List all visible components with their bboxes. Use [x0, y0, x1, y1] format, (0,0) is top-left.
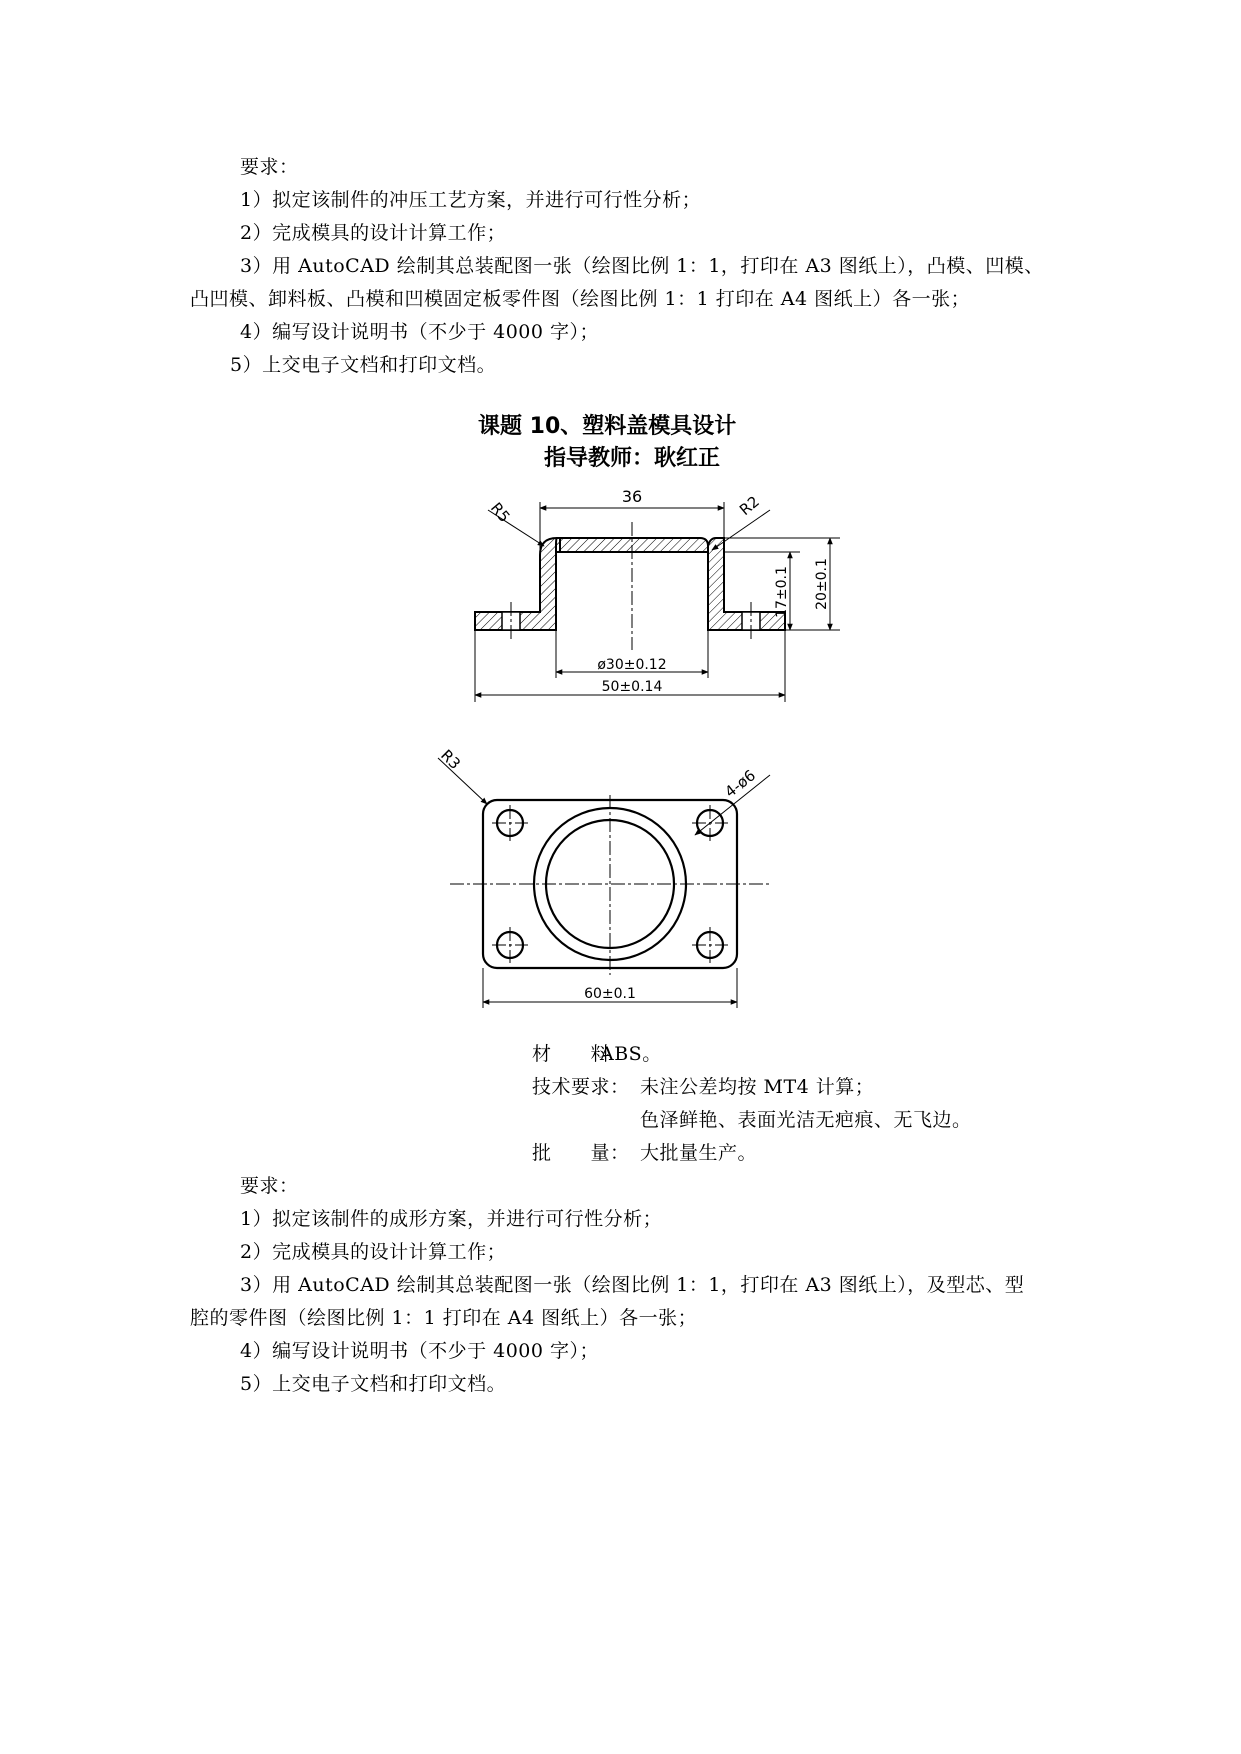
dim-diameter-30: ø30±0.12: [597, 657, 667, 673]
topic-title: 课题 10、塑料盖模具设计: [478, 414, 737, 439]
requirement-item-4: 4）编写设计说明书（不少于 4000 字）；: [240, 321, 600, 343]
top-view-drawing: [430, 740, 810, 1020]
requirement2-item-1: 1）拟定该制件的成形方案，并进行可行性分析；: [240, 1208, 663, 1230]
dim-r5: R5: [486, 499, 514, 526]
dim-height-17: 17±0.1: [774, 566, 790, 618]
dim-width-36: 36: [621, 487, 643, 506]
batch-label: 批 量：: [532, 1142, 630, 1164]
material-label: 材 料: [532, 1043, 611, 1065]
tech-line-1: 未注公差均按 MT4 计算；: [640, 1076, 875, 1098]
batch-value: 大批量生产。: [640, 1142, 758, 1164]
dim-width-60: 60±0.1: [584, 986, 636, 1002]
tech-line-2: 色泽鲜艳、表面光洁无疤痕、无飞边。: [640, 1109, 972, 1131]
dim-r3: R3: [437, 746, 465, 773]
requirement2-item-5: 5）上交电子文档和打印文档。: [240, 1373, 507, 1395]
front-section-drawing: [460, 480, 860, 720]
requirement-item-5: 5）上交电子文档和打印文档。: [230, 354, 497, 376]
requirement-item-3: 3）用 AutoCAD 绘制其总装配图一张（绘图比例 1：1，打印在 A3 图纸上），凸模、凹模、: [240, 255, 1044, 277]
material-value: ABS。: [600, 1043, 662, 1065]
requirement-item-1: 1）拟定该制件的冲压工艺方案，并进行可行性分析；: [240, 189, 702, 211]
requirements2-heading: 要求：: [240, 1175, 299, 1197]
requirement-item-3-cont: 凸凹模、卸料板、凸模和凹模固定板零件图（绘图比例 1：1 打印在 A4 图纸上）各一张；: [190, 288, 971, 310]
dim-4-holes: 4-ø6: [721, 766, 760, 802]
requirement2-item-2: 2）完成模具的设计计算工作；: [240, 1241, 507, 1263]
tech-label: 技术要求：: [532, 1076, 630, 1098]
requirement-item-2: 2）完成模具的设计计算工作；: [240, 222, 507, 244]
requirement2-item-3: 3）用 AutoCAD 绘制其总装配图一张（绘图比例 1：1，打印在 A3 图纸上），及型芯、型: [240, 1274, 1025, 1296]
dim-total-50: 50±0.14: [601, 679, 663, 695]
advisor-line: 指导教师：耿红正: [544, 446, 721, 471]
requirement2-item-4: 4）编写设计说明书（不少于 4000 字）；: [240, 1340, 600, 1362]
dim-r2: R2: [736, 492, 763, 520]
dim-height-20: 20±0.1: [814, 558, 830, 610]
requirement2-item-3-cont: 腔的零件图（绘图比例 1：1 打印在 A4 图纸上）各一张；: [190, 1307, 698, 1329]
requirements-heading: 要求：: [240, 156, 299, 178]
